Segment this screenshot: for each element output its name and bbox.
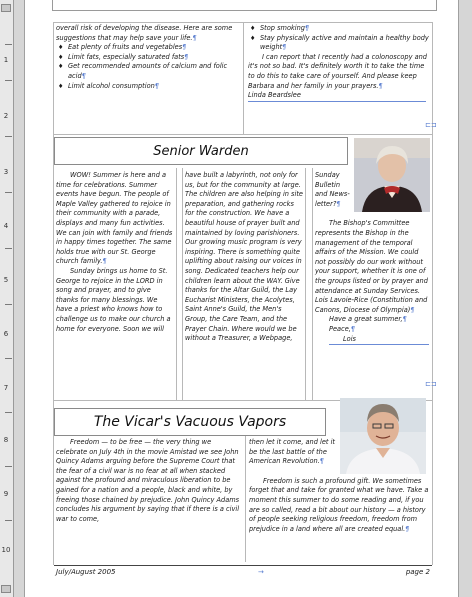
list-item: ♦ Stop smoking¶ [248, 24, 430, 34]
ruler-label: 9 [1, 490, 11, 498]
bottom-margin-marker[interactable] [1, 585, 11, 593]
intro-text: overall risk of developing the disease. Here are some suggestions that may help save your life. [56, 24, 233, 42]
revolution-paragraph: then let it come, and let it be the last battle of the American Revolution. [249, 438, 335, 466]
senior-warden-column-2[interactable] [185, 171, 303, 344]
ruler-tick [5, 248, 12, 249]
freedom-paragraph: Freedom — to be free — the very thing we celebrate on July 4th in the movie Amistad we see John Quincy Adams arguing before the Supreme Court that the fear of a civil war is no fear at all when stacked against the profound and miraculous liberation to be gained for a nation and a people, black and white, by freeing those chained by prejudice. John Quincy Adams concludes his argument by saying that if there is a civil war to come, [56, 438, 240, 523]
summer-paragraph: WOW! Summer is here and a time for celebrations. Summer events have begun. The people of Maple Valley gathered to rejoice in their community with a parade, displays and many fun activities. We can join with family and friends in happy times together. The same holds true with our St. George church family. [56, 171, 173, 266]
ruler-tick [5, 80, 12, 81]
header-frame [52, 0, 437, 11]
vicar-column-1[interactable] [56, 438, 242, 524]
column-divider [182, 168, 183, 400]
sunday-paragraph: Sunday brings us home to St. George to rejoice in the LORD in song and prayer, and to give thanks for many blessings. We have a priest who knows how to challenge us to make our church a home for everyone. Soon we will [56, 266, 171, 333]
section-divider [53, 134, 433, 135]
ruler-label: 4 [1, 222, 11, 230]
ruler-tick [5, 44, 12, 45]
closing-line: Have a great summer, [329, 315, 403, 324]
health-article-right[interactable]: ♦ Stop smoking¶ ♦ Stay physically active and maintain a healthy body weight¶ I can report that I recently had a colonoscopy and it's not so bad. It's definitely worth it to take the time to do this to take care of yourself. And please keep Barbara and her family in your prayers.¶ Linda Beardslee [248, 24, 430, 102]
ruler-tick [5, 136, 12, 137]
anchor-marker-icon[interactable]: ⊏⊐ [425, 380, 437, 388]
senior-warden-heading[interactable]: Senior Warden [54, 137, 348, 165]
ruler-label: 7 [1, 384, 11, 392]
closing-line-2: Peace, [329, 324, 351, 333]
column-divider [243, 22, 244, 134]
signature: Linda Beardslee [248, 91, 426, 102]
ruler-label: 10 [1, 546, 11, 554]
vicar-heading[interactable]: The Vicar's Vacuous Vapors [54, 408, 326, 436]
anchor-marker-icon[interactable]: ⊏⊐ [425, 121, 437, 129]
freedom-gift-paragraph: Freedom is such a profound gift. We sometimes forget that and take for granted what we have. Take a moment this summer to do some reading and, if you are so called, read a bit about our history — a history of people seeking religious freedom, freedom from prejudice in a land where all are created equal. [249, 476, 429, 533]
health-tips-list-2 [248, 24, 430, 53]
senior-warden-column-1[interactable]: WOW! Summer is here and a time for celebrations. Summer events have begun. The people of Maple Valley gathered to rejoice in their community with a parade, displays and many fun activities. We can join with family and friends in happy times together. The same holds true with our St. George church family.¶ Sunday brings us home to St. George to rejoice in the LORD in song and prayer, and to give thanks for many blessings. We have a priest who knows how to challenge us to make our church a home for everyone. Soon we will [56, 171, 173, 333]
column-divider [312, 168, 313, 400]
column-divider [176, 168, 177, 400]
labyrinth-paragraph: have built a labyrinth, not only for us, but for the community at large. The children are also helping in site preparation, and gathering rocks for the construction. We have a beautiful house of prayer built and maintained by loving parishioners. Our growing music program is very inspiring. There is something quite uplifting about raising our voices in song. Dedicated teachers help our children learn about the WAY. Give thanks for the Altar Guild, the Lay Eucharist Ministers, the Acolytes, Saint Anne's Guild, the Men's Group, the Care Team, and the Prayer Chain. Where would we be without a Treasurer, a Webpage, [185, 171, 303, 343]
tab-arrow-icon: → [258, 568, 264, 576]
ruler-label: 6 [1, 330, 11, 338]
senior-warden-column-3[interactable]: Sunday Bulletin and News-letter?¶ The Bishop's Committee represents the Bishop in the management of the temporal affairs of the Mission. We could not possibly do our work without your support, whether it is one of the groups listed or by prayer and attendance at Sunday Services. Lois Lavoie-Rice (Constitution and Canons, Diocese of Olympia)¶ Have a great summer,¶ Peace,¶ Lois [315, 171, 430, 345]
footer-date[interactable]: July/August 2005 [56, 568, 116, 576]
list-item: ♦ Eat plenty of fruits and vegetables¶ [56, 43, 240, 53]
column-divider [305, 168, 306, 400]
vertical-ruler[interactable] [0, 0, 14, 597]
left-margin-guide [53, 22, 54, 565]
ruler-tick [5, 520, 12, 521]
closing-paragraph: I can report that I recently had a colonoscopy and it's not so bad. It's definitely worth it to take the time to do this to take care of yourself. And please keep Barbara and her family in your prayers. [248, 52, 427, 90]
ruler-label: 5 [1, 276, 11, 284]
health-article-continued[interactable]: overall risk of developing the disease. Here are some suggestions that may help save your life.¶ ♦ Eat plenty of fruits and vegetables¶ ♦ Limit fats, especially saturated fats¶ ♦ Get recommended amounts of calcium and folic acid¶ ♦ Limit alcohol consumption¶ [56, 24, 240, 91]
footer-divider [54, 565, 432, 566]
ruler-label: 8 [1, 436, 11, 444]
list-item: ♦ Limit alcohol consumption¶ [56, 82, 240, 92]
bishops-committee-paragraph: The Bishop's Committee represents the Bishop in the management of the temporal affairs of the Mission. We could not possibly do our work without your support, whether it is one of the groups listed or by prayer and attendance at Sunday Services. Lois Lavoie-Rice (Constitution and Canons, Diocese of Olympia) [315, 219, 428, 314]
list-item: ♦ Limit fats, especially saturated fats¶ [56, 53, 240, 63]
health-tips-list [56, 43, 240, 91]
ruler-label: 1 [1, 56, 11, 64]
footer-page-number[interactable]: page 2 [405, 568, 430, 576]
ruler-tick [5, 466, 12, 467]
ruler-tick [5, 358, 12, 359]
vicar-column-2[interactable]: then let it come, and let it be the last battle of the American Revolution.¶ Freedom is such a profound gift. We sometimes forget that and take for granted what we have. Take a moment this summer to do some reading and, if you are so called, read a bit about our history — a history of people seeking religious freedom, freedom from prejudice in a land where all are created equal.¶ [249, 438, 429, 533]
signer: Lois [329, 335, 429, 346]
right-margin-guide [432, 22, 433, 565]
top-margin-marker[interactable] [1, 4, 11, 12]
list-item: ♦ Stay physically active and maintain a healthy body weight¶ [248, 34, 430, 53]
bulletin-question: Sunday Bulletin and News-letter? [315, 171, 350, 208]
ruler-label: 2 [1, 112, 11, 120]
ruler-label: 3 [1, 168, 11, 176]
ruler-tick [5, 304, 12, 305]
list-item: ♦ Get recommended amounts of calcium and folic acid¶ [56, 62, 240, 81]
ruler-tick [5, 412, 12, 413]
ruler-tick [5, 192, 12, 193]
column-divider [245, 434, 246, 562]
